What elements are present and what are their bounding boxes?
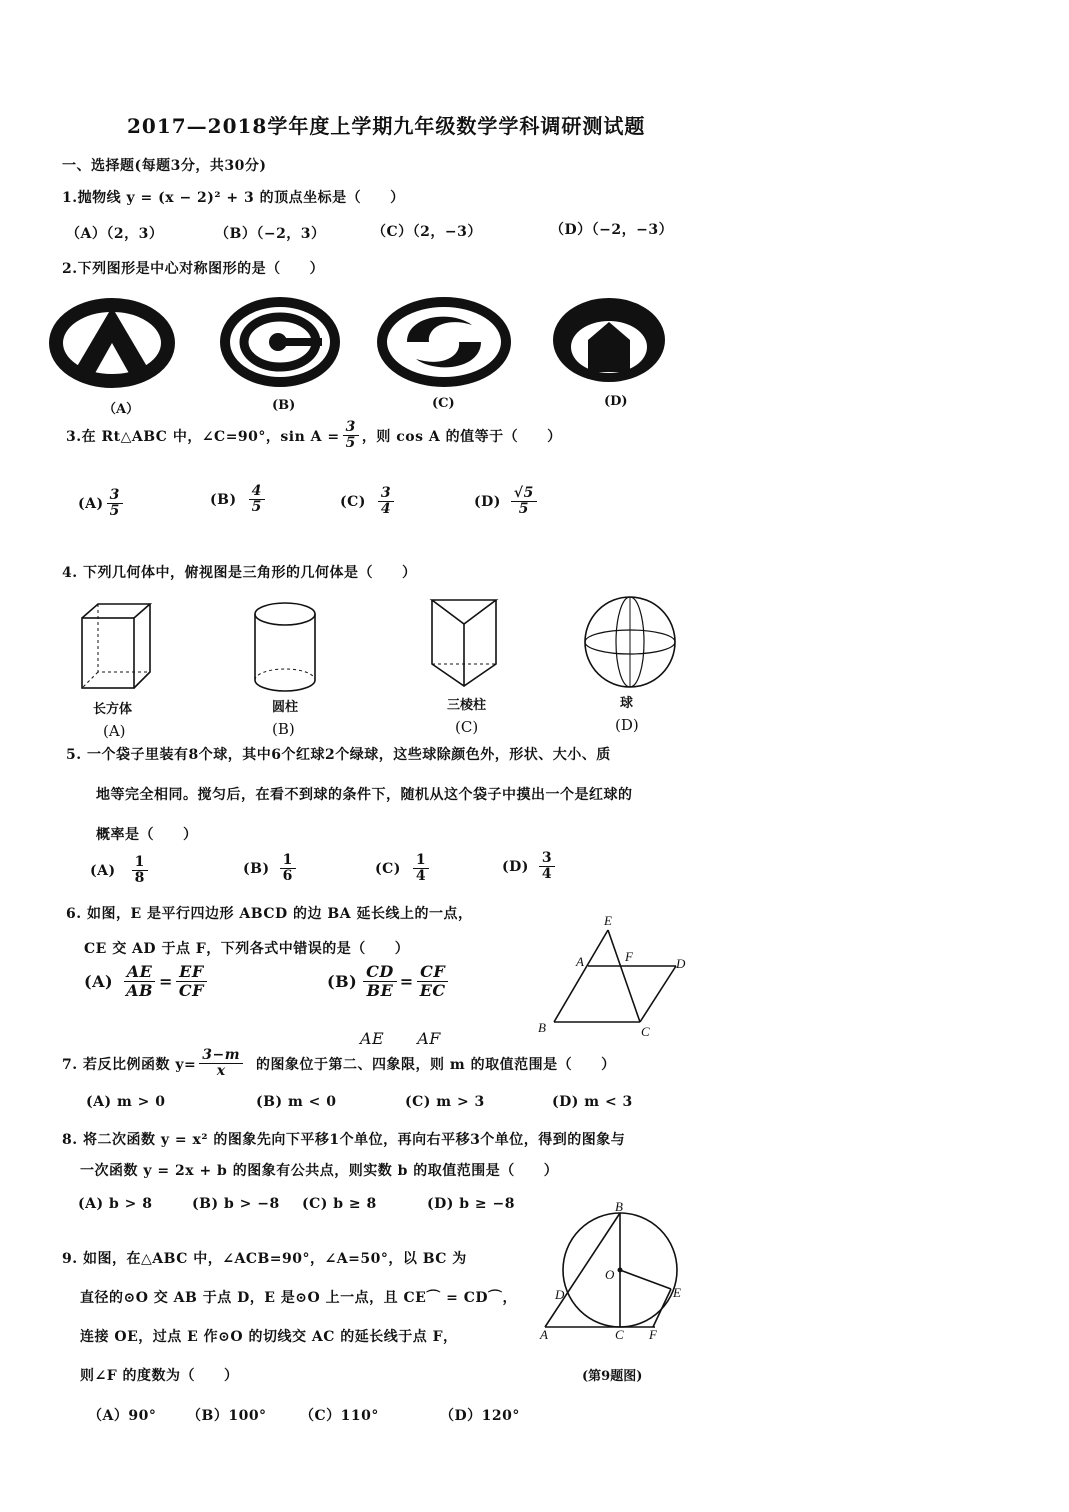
q6-b-l-num: CD [363,963,397,982]
q6-point-e: E [604,913,612,928]
q3-option-a-num: 3 [107,488,123,504]
q3-option-c-label: (C) [340,493,366,510]
q3-sin-den: 5 [345,435,356,452]
q8-option-c: (C) b ≥ 8 [302,1196,377,1212]
q2-stem: 2.下列图形是中心对称图形的是（ ） [62,261,325,277]
q1-option-d: （D）（−2，−3） [550,222,674,238]
q5-line3: 概率是（ ） [96,827,198,843]
q4-label-a: (A) [103,722,126,740]
triangular-prism-figure [428,596,503,690]
q6-option-a-label: (A) [84,971,114,991]
q9-option-c: （C）110° [300,1408,379,1424]
q6-a-l-den: AB [126,980,153,1000]
q5-option-d-den: 4 [541,866,553,883]
q4-name-b: 圆柱 [272,700,299,715]
q6-parallelogram-figure [530,910,695,1040]
q2-label-c: (C) [432,396,455,411]
q9-line2: 直径的⊙O 交 AB 于点 D，E 是⊙O 上一点，且 CE⌒ = CD⌒， [80,1290,518,1306]
sphere-figure [582,594,678,690]
q3-option-c-num: 3 [378,486,394,502]
q7-stem-b: 的图象位于第二、四象限，则 m 的取值范围是（ ） [256,1056,616,1073]
q5-option-b [243,853,299,885]
q6-point-d: D [676,956,686,971]
q6-point-a: A [576,954,584,969]
q9-line4: 则∠F 的度数为（ ） [80,1368,239,1384]
cuboid-figure [78,600,153,692]
q6-a-l-num: AE [124,963,156,982]
q3-option-c-den: 4 [380,501,392,518]
q5-option-b-label: (B) [243,860,270,877]
q9-option-a: （A）90° [88,1408,157,1424]
q8-line2: 一次函数 y = 2x + b 的图象有公共点，则实数 b 的取值范围是（ ） [80,1163,559,1179]
q9-circle-figure [535,1199,695,1345]
q6-point-b: B [538,1020,546,1035]
q9-point-e: E [673,1285,681,1300]
q9-option-d: （D）120° [440,1408,520,1424]
q5-option-d-num: 3 [539,851,555,867]
q6-partial-text: AE AF [360,1029,441,1048]
q3-option-a [78,488,126,520]
q1-stem: 1.抛物线 y = (x − 2)² + 3 的顶点坐标是（ ） [62,190,405,206]
q7-stem [62,1048,616,1080]
q9-line1: 9. 如图，在△ABC 中，∠ACB=90°，∠A=50°，以 BC 为 [62,1251,467,1267]
q9-caption: (第9题图) [582,1369,643,1384]
q3-stem [66,420,562,452]
q3-option-d-label: (D) [474,493,501,510]
q5-option-a-den: 8 [134,870,145,887]
q4-label-d: (D) [615,716,639,734]
q9-line3: 连接 OE，过点 E 作⊙O 的切线交 AC 的延长线于点 F， [80,1329,458,1345]
q1-option-b: （B）（−2，3） [215,226,326,242]
q7-num: 3−m [199,1048,243,1064]
q9-point-d: D [555,1287,565,1302]
q6-option-b: (B) $\frac{CD}{BE}$ = $\frac{CF}{EC}$ [327,963,452,999]
q5-option-c [375,853,432,885]
q6-point-c: C [641,1024,650,1039]
q4-label-b: (B) [272,720,295,738]
q6-b-r-num: CF [417,963,448,982]
q9-point-f: F [649,1327,657,1342]
q5-option-a-num: 1 [132,855,148,871]
q3-option-b-label: (B) [210,491,237,508]
q5-option-c-label: (C) [375,860,401,877]
q3-sin-num: 3 [343,420,359,436]
q3-option-a-label: (A) [78,495,104,512]
logo-d-figure [548,292,670,390]
q5-option-a-label: (A) [90,862,116,879]
q5-option-b-num: 1 [280,853,296,869]
q6-a-r-den: CF [178,980,204,1000]
page-title: 2017—2018学年度上学期九年级数学学科调研测试题 [127,114,646,138]
q3-sin-fraction [343,420,359,452]
q8-option-b: (B) b > −8 [192,1196,280,1212]
q6-point-f: F [625,949,633,964]
q6-line1: 6. 如图，E 是平行四边形 ABCD 的边 BA 延长线上的一点， [66,906,473,922]
q7-option-d: (D) m < 3 [552,1094,633,1110]
q3-option-d [474,486,540,518]
q6-line2: CE 交 AD 于点 F，下列各式中错误的是（ ） [84,941,410,957]
q3-option-a-den: 5 [109,503,120,520]
q5-option-d-label: (D) [502,858,529,875]
q5-option-c-den: 4 [415,868,427,885]
q7-option-a: (A) m > 0 [86,1094,166,1110]
q1-option-a: （A）（2，3） [66,226,164,242]
q3-option-b [210,484,268,516]
cylinder-figure [250,600,320,695]
q2-label-d: (D) [604,394,628,409]
q5-line2: 地等完全相同。搅匀后，在看不到球的条件下，随机从这个袋子中摸出一个是红球的 [96,787,633,803]
q7-option-b: (B) m < 0 [256,1094,337,1110]
q9-point-a: A [540,1327,548,1342]
q5-option-d [502,851,558,883]
q6-a-r-num: EF [176,963,207,982]
q2-label-b: (B) [272,398,296,413]
q6-option-b-label: (B) [327,971,358,991]
q9-point-c: C [615,1327,624,1342]
q9-point-o: O [605,1267,615,1282]
q8-option-a: (A) b > 8 [78,1196,153,1212]
q4-name-c: 三棱柱 [447,698,487,713]
q8-line1: 8. 将二次函数 y = x² 的图象先向下平移1个单位，再向右平移3个单位，得到的图象与 [62,1132,626,1148]
q4-stem: 4. 下列几何体中，俯视图是三角形的几何体是（ ） [62,565,417,581]
q3-option-d-num: √5 [511,486,537,502]
q9-point-b: B [615,1199,623,1214]
q7-den: x [216,1063,226,1080]
q8-option-d: (D) b ≥ −8 [427,1196,516,1212]
q3-option-b-num: 4 [249,484,265,500]
q9-option-b: （B）100° [187,1408,267,1424]
q3-option-c [340,486,397,518]
q5-line1: 5. 一个袋子里装有8个球，其中6个红球2个绿球，这些球除颜色外，形状、大小、质 [66,747,611,763]
q3-option-d-den: 5 [518,501,529,518]
logo-c-figure [377,295,512,390]
logo-a-figure [50,295,175,390]
q5-option-c-num: 1 [413,853,429,869]
q3-stem-a: 3.在 Rt△ABC 中，∠C=90°，sin A = [66,428,340,445]
logo-b-figure [220,295,340,390]
q5-option-b-den: 6 [282,868,293,885]
q6-b-r-den: EC [419,980,446,1000]
q7-option-c: (C) m > 3 [405,1094,485,1110]
q4-label-c: (C) [455,718,479,736]
q4-name-a: 长方体 [93,702,133,717]
q2-label-a: （A） [103,402,140,417]
q5-option-a [90,855,151,887]
q3-option-b-den: 5 [251,499,262,516]
q7-stem-a: 7. 若反比例函数 y= [62,1056,197,1073]
q3-stem-b: ，则 cos A 的值等于（ ） [361,428,562,445]
q1-option-c: （C）（2，−3） [372,224,482,240]
q6-b-l-den: BE [366,980,394,1000]
q6-option-a: (A) $\frac{AE}{AB}$ = $\frac{EF}{CF}$ [84,963,210,999]
section-heading: 一、选择题(每题3分，共30分) [62,158,267,174]
q4-name-d: 球 [620,696,634,711]
